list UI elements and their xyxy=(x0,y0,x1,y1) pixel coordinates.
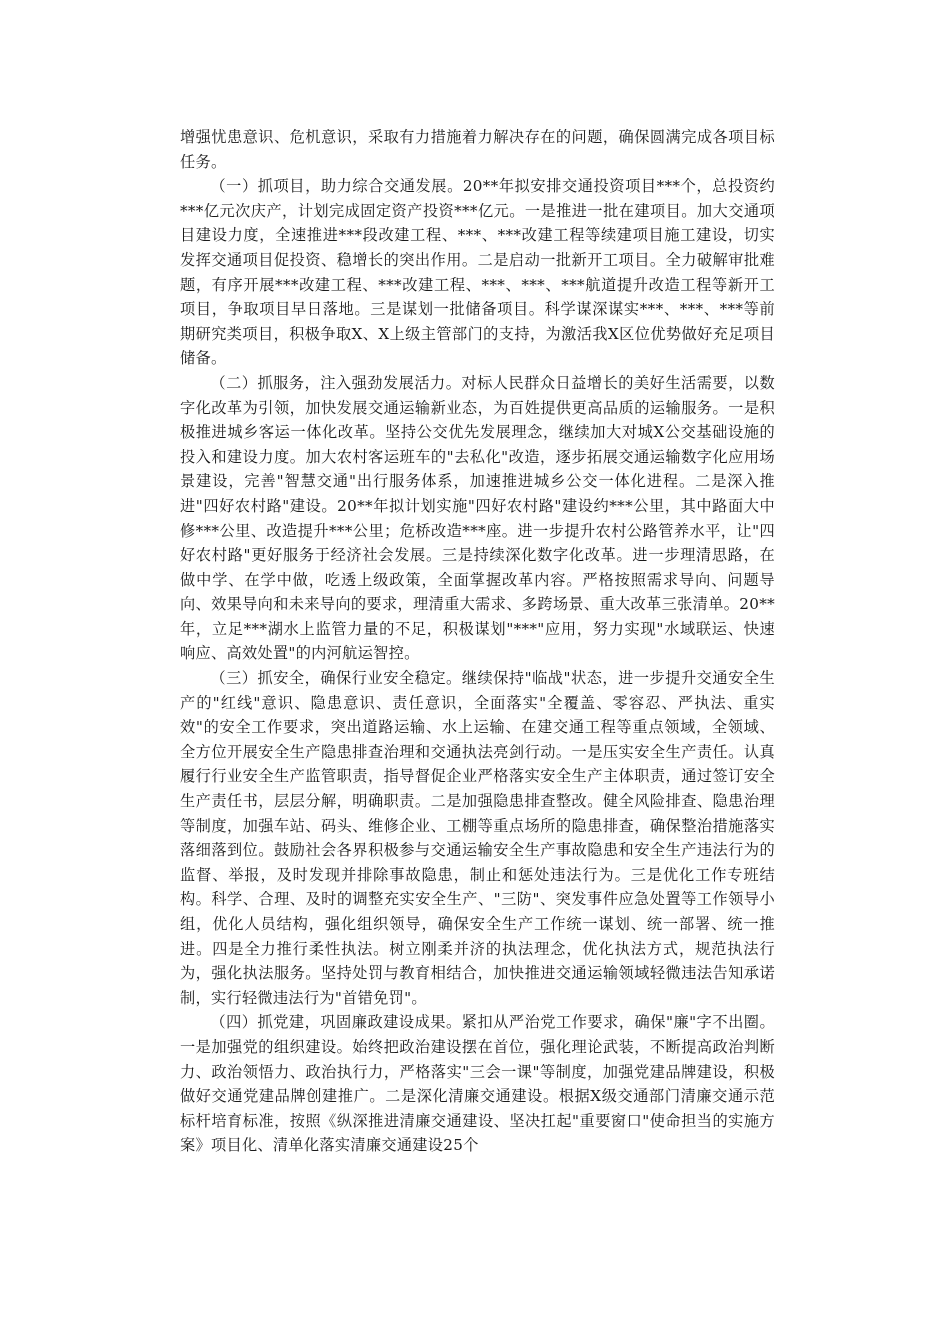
paragraph-projects: （一）抓项目，助力综合交通发展。20**年拟安排交通投资项目***个，总投资约***亿元次庆产，计划完成固定资产投资***亿元。一是推进一批在建项目。加大交通项目建设力度，全速推进***段改建工程、***、***改建工程等续建项目施工建设，切实发挥交通项目促投资、稳增长的突出作用。二是启动一批新开工项目。全力破解审批难题，有序开展***改建工程、***改建工程、***、***、***航道提升改造工程等新开工项目，争取项目早日落地。三是谋划一批储备项目。科学谋深谋实***、***、***等前期研究类项目，积极争取X、X上级主管部门的支持，为激活我X区位优势做好充足项目储备。 xyxy=(180,177,775,368)
document-body xyxy=(180,125,775,1158)
paragraph-safety: （三）抓安全，确保行业安全稳定。继续保持"临战"状态，进一步提升交通安全生产的"红线"意识、隐患意识、责任意识，全面落实"全覆盖、零容忍、严执法、重实效"的安全工作要求，突出道路运输、水上运输、在建交通工程等重点领域，全领域、全方位开展安全生产隐患排查治理和交通执法亮剑行动。一是压实安全生产责任。认真履行行业安全生产监管职责，指导督促企业严格落实安全生产主体职责，通过签订安全生产责任书，层层分解，明确职责。二是加强隐患排查整改。健全风险排查、隐患治理等制度，加强车站、码头、维修企业、工棚等重点场所的隐患排查，确保整治措施落实落细落到位。鼓励社会各界积极参与交通运输安全生产事故隐患和安全生产违法行为的监督、举报，及时发现并排除事故隐患，制止和惩处违法行为。三是优化工作专班结构。科学、合理、及时的调整充实安全生产、"三防"、突发事件应急处置等工作领导小组，优化人员结构，强化组织领导，确保安全生产工作统一谋划、统一部署、统一推进。四是全力推行柔性执法。树立刚柔并济的执法理念，优化执法方式，规范执法行为，强化执法服务。坚持处罚与教育相结合，加快推进交通运输领域轻微违法告知承诺制，实行轻微违法行为"首错免罚"。 xyxy=(180,669,775,1007)
paragraph-services: （二）抓服务，注入强劲发展活力。对标人民群众日益增长的美好生活需要，以数字化改革为引领，加快发展交通运输新业态，为百姓提供更高品质的运输服务。一是积极推进城乡客运一体化改革。坚持公交优先发展理念，继续加大对城X公交基础设施的投入和建设力度。加大农村客运班车的"去私化"改造，逐步拓展交通运输数字化应用场景建设，完善"智慧交通"出行服务体系，加速推进城乡公交一体化进程。二是深入推进"四好农村路"建设。20**年拟计划实施"四好农村路"建设约***公里，其中路面大中修***公里、改造提升***公里；危桥改造***座。进一步提升农村公路管养水平，让"四好农村路"更好服务于经济社会发展。三是持续深化数字化改革。进一步理清思路，在做中学、在学中做，吃透上级政策，全面掌握改革内容。严格按照需求导向、问题导向、效果导向和未来导向的要求，理清重大需求、多跨场景、重大改革三张清单。20**年，立足***湖水上监管力量的不足，积极谋划"***"应用，努力实现"水域联运、快速响应、高效处置"的内河航运智控。 xyxy=(180,373,775,663)
paragraph-intro: 增强忧患意识、危机意识，采取有力措施着力解决存在的问题，确保圆满完成各项目标任务。 xyxy=(180,128,775,171)
paragraph-party-building: （四）抓党建，巩固廉政建设成果。紧扣从严治党工作要求，确保"廉"字不出圈。一是加强党的组织建设。始终把政治建设摆在首位，强化理论武装，不断提高政治判断力、政治领悟力、政治执行力，严格落实"三会一课"等制度，加强党建品牌建设，积极做好交通党建品牌创建推广。二是深化清廉交通建设。根据X级交通部门清廉交通示范标杆培育标准，按照《纵深推进清廉交通建设、坚决扛起"重要窗口"使命担当的实施方案》项目化、清单化落实清廉交通建设25个 xyxy=(180,1013,775,1155)
